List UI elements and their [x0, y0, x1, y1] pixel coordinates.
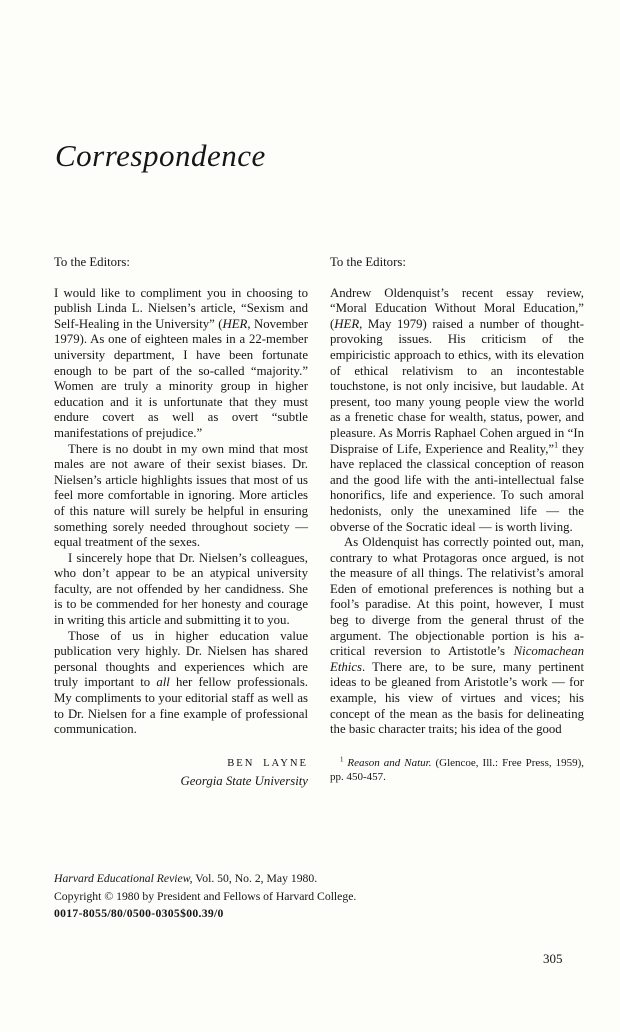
- letter-paragraph: [54, 629, 308, 738]
- letter-paragraph: [330, 286, 584, 536]
- letter-paragraph: [330, 535, 584, 738]
- letter-column-left: [54, 255, 308, 790]
- footnote-marker: 1: [340, 756, 344, 764]
- letter-paragraph: [54, 551, 308, 629]
- text-run: Those of us in higher education value publication very highly. Dr. Nielsen has shared personal thoughts and experiences which are truly important to: [54, 628, 308, 690]
- signature-name: BEN LAYNE: [227, 757, 308, 769]
- footnote: [330, 756, 584, 785]
- publication-code: 0017-8055/80/0500-0305$00.39/0: [54, 907, 224, 921]
- text-run: I sincerely hope that Dr. Nielsen’s colleagues, who don’t appear to be an atypical university faculty, are not offended by her candidness. She is to be commended for her honesty and courage in writing this article and submitting it to you.: [54, 550, 308, 628]
- journal-issue: Vol. 50, No. 2, May 1980.: [192, 872, 318, 885]
- text-run: her fellow professionals. My compliments to your editorial staff as well as to Dr. Nielsen for a fine example of professional communication.: [54, 675, 309, 737]
- letter-paragraph: [54, 442, 308, 551]
- text-run: Andrew Oldenquist’s recent essay review, “Moral Education Without Moral Education,” (: [330, 285, 584, 331]
- journal-name: Harvard Educational Review,: [54, 872, 193, 885]
- page-title: Correspondence: [55, 138, 266, 173]
- text-run: all: [156, 675, 170, 690]
- text-run: , May 1979) raised a number of thought-provoking issues. His criticism of the empiricistic approach to ethics, with its elevation of ethical relativism to an incontestable touchstone, is not only incisive, but laudable. At present, too many young people view the world as a frenetic chase for wealth, status, power, and pleasure. As Morris Raphael Cohen argued in “In Dispraise of Life, Experience and Reality,”: [330, 316, 584, 456]
- text-run: , November 1979). As one of eighteen males in a 22-member university department, I have been fortunate enough to be part of the so-called “majority.” Women are truly a minority group in higher education and it is unfortunate that they must endure covert as well as overt “subtle manifestations of prejudice.”: [54, 316, 308, 440]
- text-run: (Glencoe, Ill.: Free Press, 1959), pp. 450-457.: [330, 756, 585, 784]
- text-run: . There are, to be sure, many pertinent ideas to be gleaned from Aristotle’s work — for example, his view of virtues and vices; his concept of the mean as the basis for delineating the basic character traits; his idea of the good: [330, 659, 584, 737]
- text-run: Reason and Natur.: [347, 756, 432, 769]
- copyright-line: Copyright © 1980 by President and Fellows of Harvard College.: [54, 889, 357, 903]
- letter-column-right: [330, 255, 584, 790]
- text-run: HER: [222, 316, 248, 331]
- text-run: HER: [334, 316, 360, 331]
- correspondence-columns: [54, 255, 584, 790]
- letter-signature: [54, 756, 308, 790]
- footnote-reference: 1: [554, 440, 559, 450]
- signature-affiliation: Georgia State University: [180, 774, 308, 789]
- page-number: 305: [543, 951, 563, 966]
- text-run: I would like to compliment you in choosing to publish Linda L. Nielsen’s article, “Sexism and Self-Healing in the University” (: [54, 285, 308, 331]
- letter-paragraph: [54, 286, 308, 442]
- journal-citation-line: [54, 870, 356, 888]
- letter-salutation: To the Editors:: [330, 255, 406, 269]
- journal-imprint: [54, 870, 356, 923]
- text-run: Nicomachean Ethics: [330, 644, 584, 674]
- text-run: As Oldenquist has correctly pointed out, man, contrary to what Protagoras once argued, is not the measure of all things. The relativist’s amoral Eden of emotional preferences is nothing but a fool’s paradise. At this point, however, I must beg to diverge from the general thrust of the argument. The objectionable portion is his a-critical reversion to Artistotle’s: [330, 535, 584, 659]
- text-run: they have replaced the classical conception of reason and the good life with the anti-intellectual false honorifics, life and experience. To such amoral hedonists, only the unexamined life — the obverse of the Socratic ideal — is worth living.: [330, 441, 584, 534]
- text-run: There is no doubt in my own mind that most males are not aware of their sexist biases. Dr. Nielsen’s article highlights issues that most of us feel more comfortable in ignoring. More articles of this nature will surely be helpful in ensuring something sorely needed throughout society — equal treatment of the sexes.: [54, 441, 308, 550]
- letter-salutation: To the Editors:: [54, 255, 130, 269]
